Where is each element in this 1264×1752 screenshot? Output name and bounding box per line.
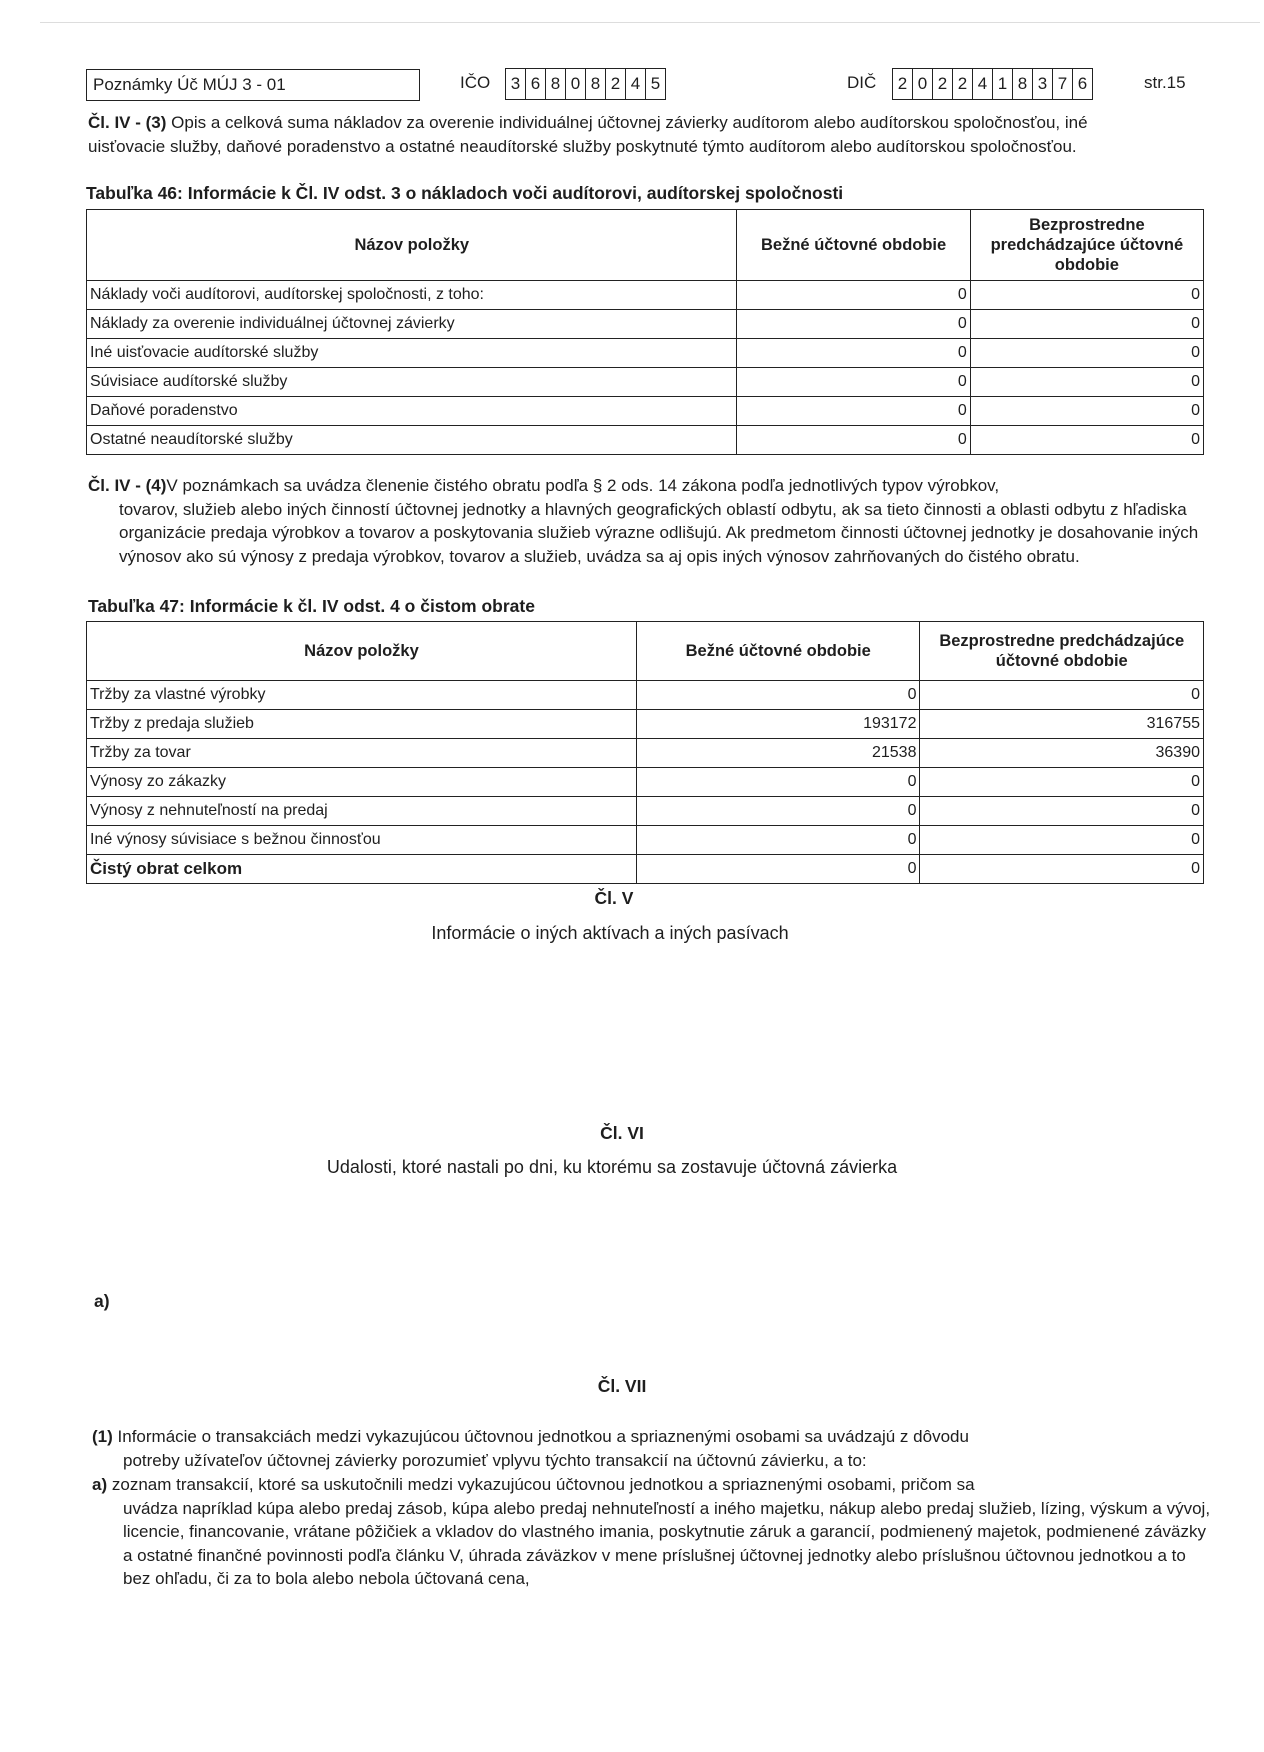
cell-previous: 0: [970, 397, 1203, 426]
art7-title: Čl. VII: [597, 1376, 647, 1396]
digit-box: 4: [625, 69, 645, 99]
cell-name: Náklady za overenie individuálnej účtovnej závierky: [87, 310, 737, 339]
art7-a-first: zoznam transakcií, ktoré sa uskutočnili medzi vykazujúcou účtovnou jednotkou a spriaznenými osobami, pričom sa: [111, 1475, 975, 1494]
art6-item-a: a): [94, 1291, 110, 1311]
form-label: Poznámky Úč MÚJ 3 - 01: [86, 69, 420, 101]
page-number: str.15: [1144, 73, 1186, 92]
digit-box: 0: [565, 69, 585, 99]
cell-name: Výnosy z nehnuteľností na predaj: [87, 797, 637, 826]
table46-col-name: Názov položky: [87, 210, 737, 281]
table47-header-row: [87, 622, 1204, 681]
cell-current: 0: [737, 310, 970, 339]
digit-box: 2: [952, 69, 972, 99]
digit-box: 0: [912, 69, 932, 99]
cell-current: 0: [737, 426, 970, 455]
digit-box: 7: [1052, 69, 1072, 99]
table-row: [87, 855, 1204, 884]
art7-p1-rest: potreby užívateľov účtovnej závierky porozumieť vplyvu týchto transakcií na účtovnú závierku, a to:: [123, 1450, 867, 1470]
digit-box: 8: [1012, 69, 1032, 99]
art7-p1: [92, 1425, 1212, 1472]
table-row: [87, 368, 1204, 397]
digit-box: 5: [645, 69, 665, 99]
digit-box: 3: [510, 74, 521, 93]
cell-previous: 0: [920, 826, 1204, 855]
cell-current: 0: [737, 368, 970, 397]
digit-box: 6: [525, 69, 545, 99]
dic-digits: [892, 68, 1093, 100]
cell-current: 0: [636, 768, 920, 797]
art4-4-rest: tovarov, služieb alebo iných činností účtovnej jednotky a hlavných geografických oblastí odbytu, ak sa tieto činnosti a oblasti odbytu z hľadiska organizácie predaja výrobkov a tovarov a poskytovania služieb výrazne odlišujú. Ak predmetom činnosti účtovnej jednotky je dosahovanie iných výnosov ako sú výnosy z predaja výrobkov, tovarov a služieb, uvádza sa aj opis iných výnosov zahrňovaných do čistého obratu.: [119, 499, 1199, 566]
cell-name: Tržby za vlastné výrobky: [87, 681, 637, 710]
table-row: [87, 739, 1204, 768]
table-row: [87, 826, 1204, 855]
cell-previous: 36390: [920, 739, 1204, 768]
art4-4-heading: Čl. IV - (4): [88, 476, 167, 495]
cell-name: Ostatné neaudítorské služby: [87, 426, 737, 455]
table-row: [87, 426, 1204, 455]
digit-box: 2: [605, 69, 625, 99]
art4-4-paragraph: [88, 474, 1228, 568]
cell-current: 0: [737, 339, 970, 368]
art7-p1-number: (1): [92, 1427, 113, 1446]
digit-box: 2: [897, 74, 908, 93]
table-row: [87, 281, 1204, 310]
art4-3-text: Opis a celková suma nákladov za overenie individuálnej účtovnej závierky audítorom alebo audítorskou spoločnosťou, iné uisťovacie služby, daňové poradenstvo a ostatné neaudítorské služby poskytnuté týmto audítorom alebo audítorskou spoločnosťou.: [88, 113, 1088, 156]
art6-title: Čl. VI: [600, 1123, 644, 1143]
cell-current: 193172: [636, 710, 920, 739]
table46-col-current: Bežné účtovné obdobie: [737, 210, 970, 281]
table47-col-previous: Bezprostredne predchádzajúce účtovné obdobie: [920, 622, 1204, 681]
cell-previous: 0: [970, 310, 1203, 339]
cell-name: Tržby za tovar: [87, 739, 637, 768]
art7-p1-first: Informácie o transakciách medzi vykazujúcou účtovnou jednotkou a spriaznenými osobami sa uvádzajú z dôvodu: [117, 1427, 969, 1446]
cell-previous: 0: [970, 368, 1203, 397]
table46-header-row: [87, 210, 1204, 281]
cell-name: Daňové poradenstvo: [87, 397, 737, 426]
cell-current: 0: [636, 681, 920, 710]
digit-box: 6: [1072, 69, 1092, 99]
table-row: [87, 681, 1204, 710]
table46: [86, 209, 1204, 455]
cell-previous: 316755: [920, 710, 1204, 739]
digit-box: 8: [585, 69, 605, 99]
cell-previous: 0: [970, 281, 1203, 310]
digit-box: 1: [992, 69, 1012, 99]
cell-previous: 0: [920, 855, 1204, 884]
cell-previous: 0: [970, 426, 1203, 455]
art5-title: Čl. V: [594, 888, 634, 908]
cell-name: Iné uisťovacie audítorské služby: [87, 339, 737, 368]
cell-current: 21538: [636, 739, 920, 768]
cell-previous: 0: [920, 797, 1204, 826]
cell-name: Náklady voči audítorovi, audítorskej spoločnosti, z toho:: [87, 281, 737, 310]
digit-box: 3: [1032, 69, 1052, 99]
cell-current: 0: [636, 855, 920, 884]
cell-name: Tržby z predaja služieb: [87, 710, 637, 739]
cell-previous: 0: [920, 681, 1204, 710]
cell-name: Výnosy zo zákazky: [87, 768, 637, 797]
table-row: [87, 310, 1204, 339]
table47-col-name: Názov položky: [87, 622, 637, 681]
table-row: [87, 339, 1204, 368]
table-row: [87, 710, 1204, 739]
digit-box: 4: [972, 69, 992, 99]
art7-a-label: a): [92, 1475, 108, 1494]
cell-previous: 0: [920, 768, 1204, 797]
art6-subtitle: Udalosti, ktoré nastali po dni, ku ktorému sa zostavuje účtovná závierka: [326, 1157, 898, 1177]
ico-digits: [505, 68, 666, 100]
digit-box: 8: [545, 69, 565, 99]
dic-label: DIČ: [847, 73, 877, 92]
digit-box: 2: [932, 69, 952, 99]
table-row: [87, 768, 1204, 797]
art4-3-paragraph: [88, 111, 1168, 158]
cell-current: 0: [636, 826, 920, 855]
cell-previous: 0: [970, 339, 1203, 368]
art7-a-rest: uvádza napríklad kúpa alebo predaj zásob, kúpa alebo predaj nehnuteľností a iného majetku, nákup alebo predaj služieb, lízing, výskum a vývoj, licencie, financovanie, vrátane pôžičiek a vkladov do vlastného imania, poskytnutie záruk a garancií, podmienený majetok, podmienené záväzky a ostatné finančné povinnosti podľa článku V, úhrada záväzkov v mene príslušnej účtovnej jednotky alebo príslušnou účtovnou jednotkou a to bez ohľadu, či za to bola alebo nebola účtovaná cena,: [123, 1498, 1211, 1588]
cell-current: 0: [737, 281, 970, 310]
table47-col-current: Bežné účtovné obdobie: [636, 622, 920, 681]
scan-edge-line: [40, 22, 1260, 23]
table46-title: Tabuľka 46: Informácie k Čl. IV odst. 3 o nákladoch voči audítorovi, audítorskej spoločnosti: [86, 183, 844, 203]
cell-current: 0: [636, 797, 920, 826]
cell-name: Čistý obrat celkom: [87, 855, 637, 884]
ico-label: IČO: [460, 73, 491, 92]
art4-3-heading: Čl. IV - (3): [88, 113, 167, 132]
cell-current: 0: [737, 397, 970, 426]
art7-a: [92, 1473, 1212, 1591]
table-row: [87, 797, 1204, 826]
table-row: [87, 397, 1204, 426]
cell-name: Súvisiace audítorské služby: [87, 368, 737, 397]
table47: [86, 621, 1204, 884]
cell-name: Iné výnosy súvisiace s bežnou činnosťou: [87, 826, 637, 855]
art4-4-first-line: V poznámkach sa uvádza členenie čistého obratu podľa § 2 ods. 14 zákona podľa jednotlivých typov výrobkov,: [166, 476, 1000, 495]
art5-subtitle: Informácie o iných aktívach a iných pasívach: [431, 923, 789, 943]
table46-col-previous: Bezprostredne predchádzajúce účtovné obdobie: [970, 210, 1203, 281]
table47-title: Tabuľka 47: Informácie k čl. IV odst. 4 o čistom obrate: [88, 596, 535, 616]
